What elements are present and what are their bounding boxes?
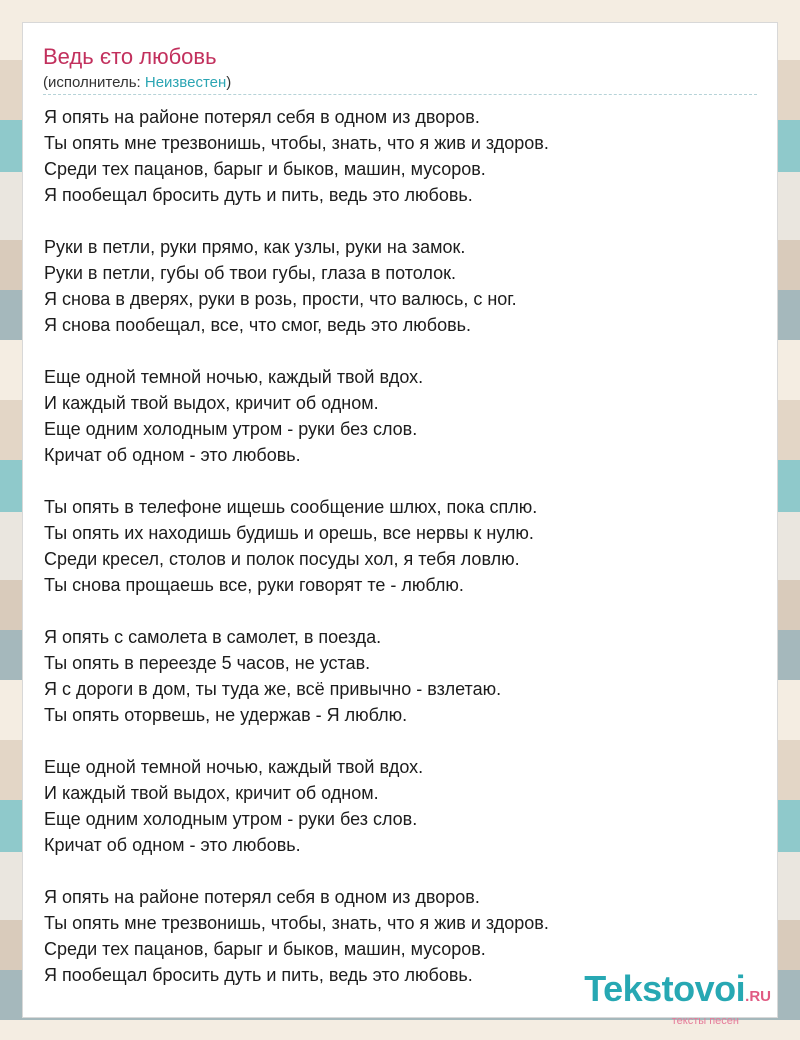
lyric-line: Еще одной темной ночью, каждый твой вдох.	[44, 757, 424, 777]
lyric-line: Еще одним холодным утром - руки без слов.	[44, 809, 418, 829]
lyric-line: Я с дороги в дом, ты туда же, всё привычно - взлетаю.	[44, 679, 502, 699]
lyrics-stanza	[44, 234, 549, 338]
lyric-line: Ты опять оторвешь, не удержав - Я люблю.	[44, 705, 408, 725]
lyric-line: Ты опять мне трезвонишь, чтобы, знать, что я жив и здоров.	[44, 133, 549, 153]
lyric-line: Ты снова прощаешь все, руки говорят те - люблю.	[44, 575, 464, 595]
lyric-line: Я опять на районе потерял себя в одном из дворов.	[44, 107, 480, 127]
logo-tagline: тексты песен	[671, 1015, 739, 1027]
lyrics-card	[22, 22, 778, 1027]
lyric-line: Кричат об одном - это любовь.	[44, 835, 301, 855]
lyric-line: Ты опять их находишь будишь и орешь, все нервы к нулю.	[44, 523, 534, 543]
header-divider	[43, 94, 757, 95]
lyric-line: Я опять на районе потерял себя в одном из дворов.	[44, 887, 480, 907]
lyric-line: И каждый твой выдох, кричит об одном.	[44, 393, 379, 413]
lyric-line: Руки в петли, руки прямо, как узлы, руки на замок.	[44, 237, 466, 257]
lyric-line: Я снова в дверях, руки в розь, прости, что валюсь, с ног.	[44, 289, 517, 309]
logo-wordmark	[565, 968, 771, 1015]
lyric-line: Ты опять мне трезвонишь, чтобы, знать, что я жив и здоров.	[44, 913, 549, 933]
lyrics-stanza	[44, 364, 549, 468]
lyric-line: Еще одной темной ночью, каждый твой вдох.	[44, 367, 424, 387]
logo-tld: .RU	[745, 988, 771, 1005]
lyric-line: Кричат об одном - это любовь.	[44, 445, 301, 465]
lyric-line: Среди кресел, столов и полок посуды хол, я тебя ловлю.	[44, 549, 520, 569]
lyric-line: Руки в петли, губы об твои губы, глаза в потолок.	[44, 263, 457, 283]
logo-name: Tekstovoi	[584, 968, 746, 1009]
lyric-line: Я пообещал бросить дуть и пить, ведь это любовь.	[44, 185, 473, 205]
lyric-line: Среди тех пацанов, барыг и быков, машин, мусоров.	[44, 159, 486, 179]
byline-prefix: (исполнитель:	[43, 74, 145, 91]
lyric-line: Я опять с самолета в самолет, в поезда.	[44, 627, 382, 647]
artist-link[interactable]: Неизвестен	[144, 74, 227, 91]
lyrics-body	[44, 104, 549, 988]
lyric-line: И каждый твой выдох, кричит об одном.	[44, 783, 379, 803]
lyric-line: Ты опять в переезде 5 часов, не устав.	[44, 653, 371, 673]
lyrics-stanza	[44, 754, 549, 858]
lyric-line: Я снова пообещал, все, что смог, ведь это любовь.	[44, 315, 472, 335]
lyrics-stanza	[44, 104, 549, 208]
site-logo[interactable]	[565, 968, 771, 1027]
lyric-line: Ты опять в телефоне ищешь сообщение шлюх, пока сплю.	[44, 497, 538, 517]
lyrics-stanza	[44, 884, 549, 988]
song-title: Ведь єто любовь	[43, 44, 217, 69]
byline-suffix: )	[226, 74, 232, 91]
artist-byline	[43, 74, 231, 91]
lyric-line: Среди тех пацанов, барыг и быков, машин, мусоров.	[44, 939, 486, 959]
lyric-line: Я пообещал бросить дуть и пить, ведь это любовь.	[44, 965, 473, 985]
lyrics-stanza	[44, 494, 549, 598]
lyric-line: Еще одним холодным утром - руки без слов.	[44, 419, 418, 439]
lyrics-stanza	[44, 624, 549, 728]
